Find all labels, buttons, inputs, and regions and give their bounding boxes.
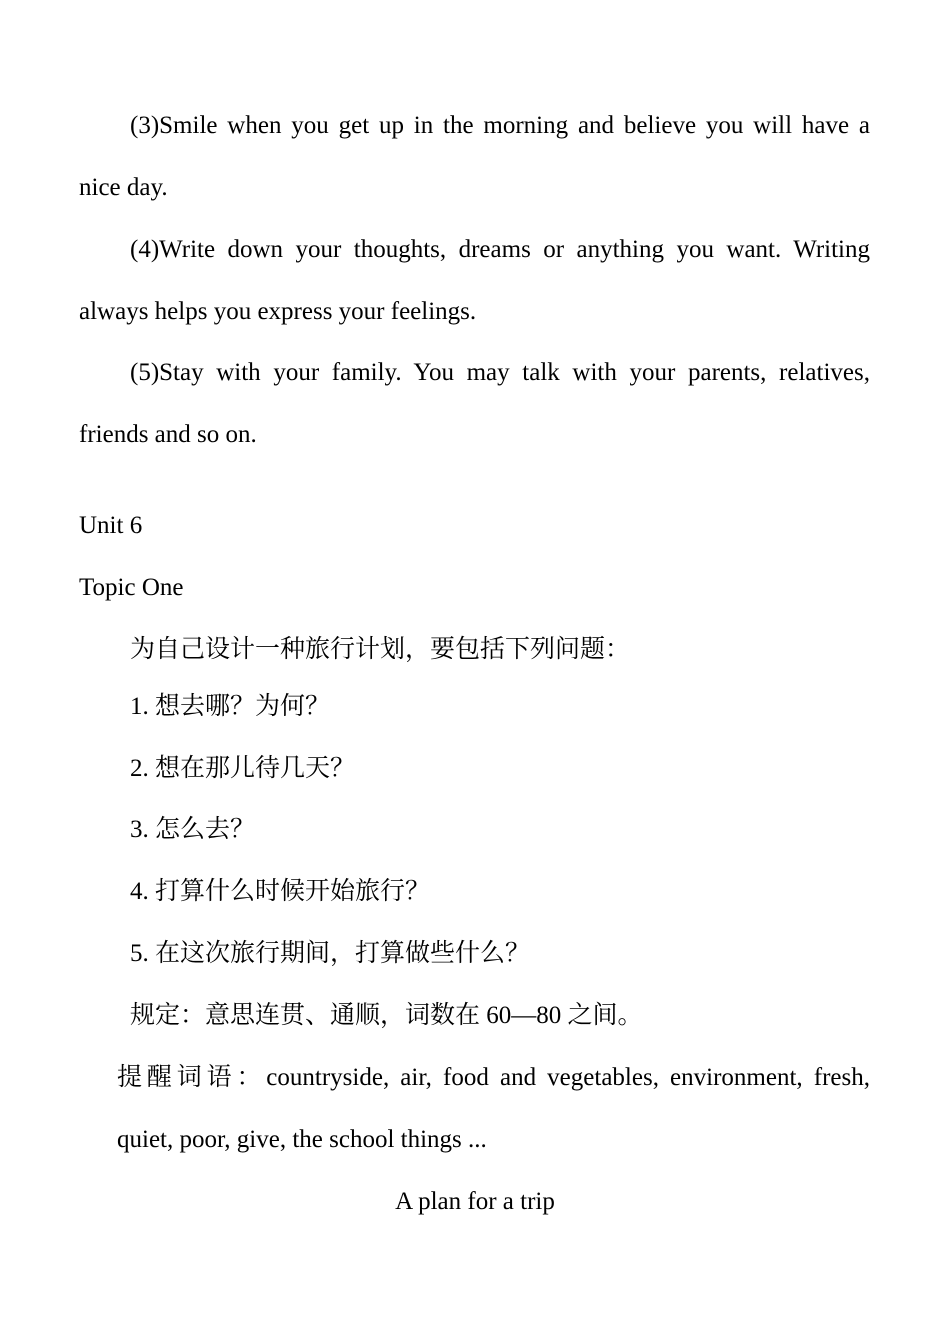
hint-words-line-2: quiet, poor, give, the school things ... xyxy=(117,1126,487,1153)
unit-heading: Unit 6 xyxy=(79,512,143,539)
hint-words-line-1: 提醒词语：countryside, air, food and vegetables, environment, fresh, xyxy=(117,1064,870,1091)
task-question-5: 5. 在这次旅行期间，打算做些什么？ xyxy=(130,940,531,967)
task-question-3: 3. 怎么去？ xyxy=(130,816,256,843)
task-rule: 规定：意思连贯、通顺，词数在 60—80 之间。 xyxy=(130,1002,643,1029)
task-intro: 为自己设计一种旅行计划，要包括下列问题： xyxy=(130,636,631,663)
paragraph-4-line-1: (4)Write down your thoughts, dreams or anything you want. Writing xyxy=(130,236,870,263)
task-question-1: 1. 想去哪？为何？ xyxy=(130,693,331,720)
task-question-4: 4. 打算什么时候开始旅行？ xyxy=(130,878,431,905)
paragraph-5-line-2: friends and so on. xyxy=(79,421,257,448)
paragraph-5-line-1: (5)Stay with your family. You may talk with your parents, relatives, xyxy=(130,359,870,386)
topic-heading: Topic One xyxy=(79,574,184,601)
paragraph-3-line-1: (3)Smile when you get up in the morning and believe you will have a xyxy=(130,112,870,139)
task-question-2: 2. 想在那儿待几天？ xyxy=(130,755,356,782)
essay-title: A plan for a trip xyxy=(395,1188,555,1215)
paragraph-4-line-2: always helps you express your feelings. xyxy=(79,298,477,325)
paragraph-3-line-2: nice day. xyxy=(79,174,168,201)
